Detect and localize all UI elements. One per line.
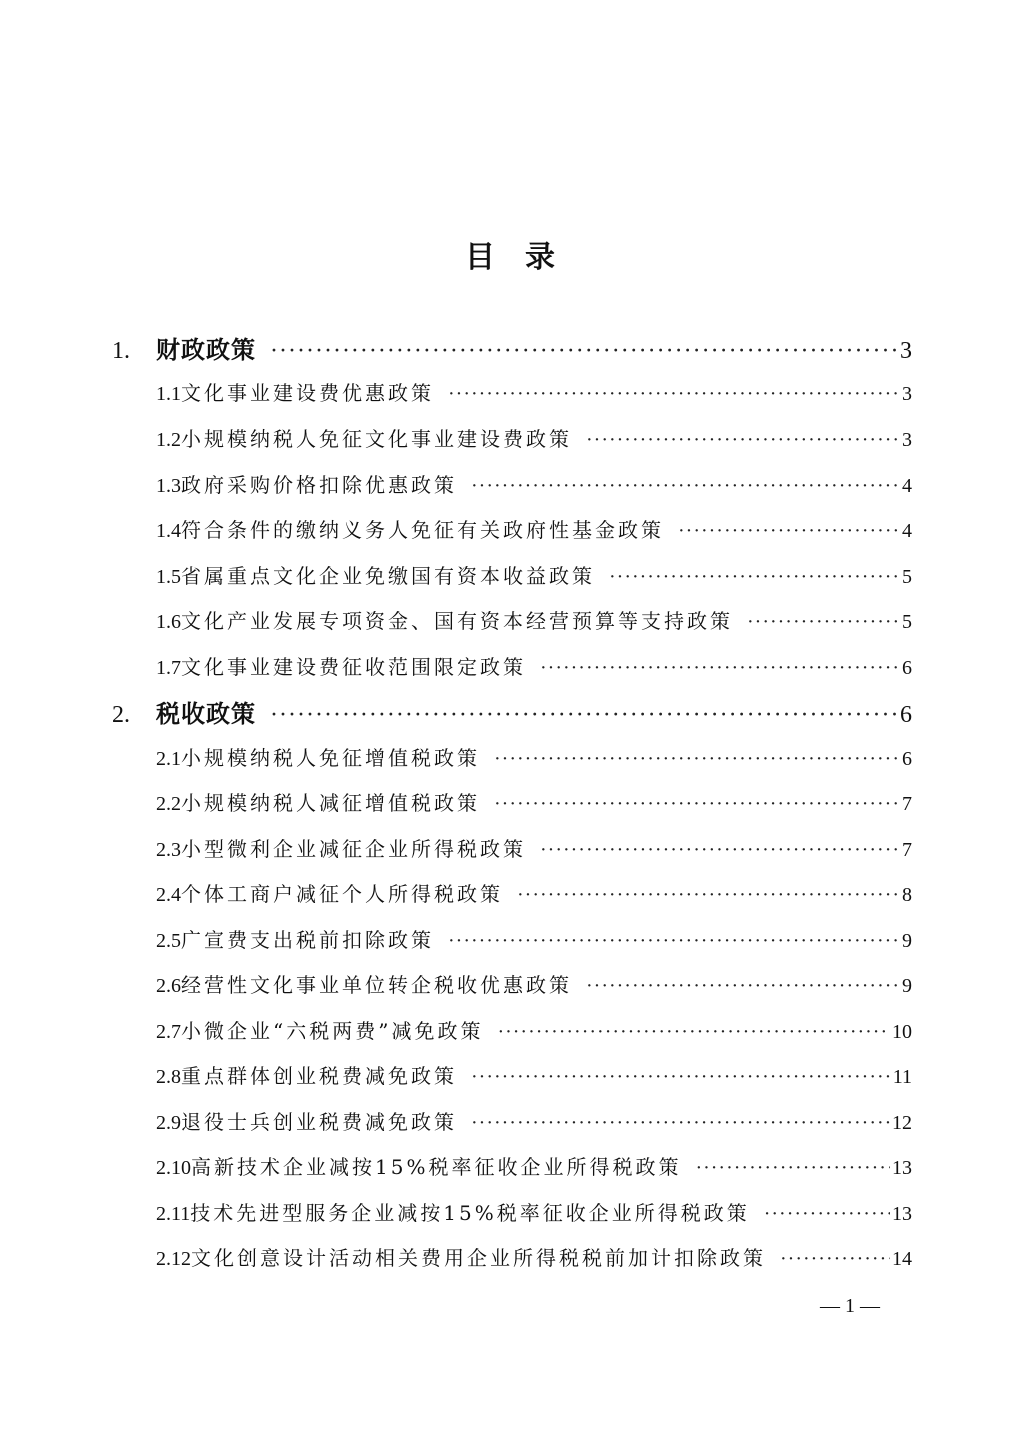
toc-item-number: 2.3 [156, 839, 181, 861]
toc-item-2-8[interactable] [156, 1060, 912, 1089]
toc-item-number: 2.12 [156, 1248, 191, 1270]
toc-item-2-3[interactable] [156, 833, 912, 862]
toc-item-label: 文化事业建设费优惠政策 [181, 381, 434, 405]
toc-dot-leader [270, 702, 898, 729]
toc-item-1-6[interactable] [156, 605, 912, 634]
toc-page-number: 4 [902, 475, 912, 497]
toc-page-number: 5 [902, 566, 912, 588]
toc-page-number: 9 [902, 930, 912, 952]
toc-dot-leader [540, 657, 900, 680]
toc-item-1-1[interactable] [156, 377, 912, 406]
toc-item-label: 退役士兵创业税费减免政策 [181, 1110, 457, 1134]
toc-item-2-2[interactable] [156, 787, 912, 816]
toc-item-label: 重点群体创业税费减免政策 [181, 1064, 457, 1088]
toc-page-number: 12 [892, 1112, 912, 1134]
toc-page-number: 13 [892, 1157, 912, 1179]
toc-section-label: 税收政策 [156, 700, 256, 728]
toc-page-number: 7 [902, 839, 912, 861]
toc-item-2-10[interactable] [156, 1151, 912, 1180]
toc-item-1-5[interactable] [156, 560, 912, 589]
toc-item-number: 2.9 [156, 1112, 181, 1134]
toc-item-label: 小型微利企业减征企业所得税政策 [181, 837, 526, 861]
toc-item-2-7[interactable] [156, 1015, 912, 1044]
toc-page-number: 6 [900, 702, 912, 728]
toc-page-number: 10 [892, 1021, 912, 1043]
toc-page-number: 3 [900, 338, 912, 364]
toc-item-number: 1.7 [156, 657, 181, 679]
toc-dot-leader [764, 1203, 890, 1226]
toc-dot-leader [747, 611, 900, 634]
toc-item-2-12[interactable] [156, 1242, 912, 1271]
toc-item-label: 政府采购价格扣除优惠政策 [181, 473, 457, 497]
toc-item-label: 小规模纳税人减征增值税政策 [181, 791, 480, 815]
toc-dot-leader [497, 1021, 890, 1044]
toc-item-1-2[interactable] [156, 423, 912, 452]
toc-dot-leader [609, 566, 900, 589]
toc-page-number: 14 [892, 1248, 912, 1270]
toc-item-2-6[interactable] [156, 969, 912, 998]
toc-item-number: 1.1 [156, 383, 181, 405]
toc-item-number: 2.1 [156, 748, 181, 770]
toc-item-2-5[interactable] [156, 924, 912, 953]
toc-dot-leader [494, 748, 900, 771]
toc-item-label: 文化事业建设费征收范围限定政策 [181, 655, 526, 679]
toc-item-number: 1.3 [156, 475, 181, 497]
toc-item-number: 1.6 [156, 611, 181, 633]
toc-item-label: 技术先进型服务企业减按15%税率征收企业所得税政策 [190, 1201, 750, 1225]
toc-item-label: 文化创意设计活动相关费用企业所得税税前加计扣除政策 [191, 1246, 766, 1270]
toc-dot-leader [471, 1112, 890, 1135]
toc-dot-leader [780, 1248, 890, 1271]
toc-page-number: 11 [892, 1066, 912, 1088]
toc-item-number: 2.5 [156, 930, 181, 952]
toc-item-number: 2.6 [156, 975, 181, 997]
toc-item-number: 2.11 [156, 1203, 191, 1225]
toc-page-number: 5 [902, 611, 912, 633]
toc-item-2-1[interactable] [156, 742, 912, 771]
toc-dot-leader [448, 930, 900, 953]
toc-page-number: 6 [902, 748, 912, 770]
toc-page-number: 4 [902, 520, 912, 542]
toc-dot-leader [586, 975, 900, 998]
toc-dot-leader [471, 475, 900, 498]
toc-item-1-4[interactable] [156, 514, 912, 543]
page-title: 目录 [465, 240, 585, 275]
toc-item-label: 小微企业“六税两费”减免政策 [181, 1019, 484, 1043]
toc-item-number: 1.4 [156, 520, 181, 542]
toc-item-label: 小规模纳税人免征文化事业建设费政策 [181, 427, 572, 451]
toc-item-1-7[interactable] [156, 651, 912, 680]
toc-page-number: 3 [902, 429, 912, 451]
toc-item-label: 符合条件的缴纳义务人免征有关政府性基金政策 [181, 518, 664, 542]
toc-item-number: 2.7 [156, 1021, 181, 1043]
toc-page-number: 7 [902, 793, 912, 815]
toc-item-label: 小规模纳税人免征增值税政策 [181, 746, 480, 770]
toc-dot-leader [678, 520, 900, 543]
toc-page-number: 3 [902, 383, 912, 405]
toc-section-1[interactable] [112, 330, 912, 365]
toc-page-number: 6 [902, 657, 912, 679]
toc-section-2[interactable] [112, 694, 912, 729]
toc-item-number: 2.4 [156, 884, 181, 906]
toc-dot-leader [471, 1066, 891, 1089]
toc-section-number: 2. [112, 702, 130, 728]
toc-dot-leader [517, 884, 900, 907]
toc-item-2-4[interactable] [156, 878, 912, 907]
footer-page-number: — 1 — [820, 1295, 880, 1317]
toc-item-label: 文化产业发展专项资金、国有资本经营预算等支持政策 [181, 609, 733, 633]
toc-item-label: 高新技术企业减按15%税率征收企业所得税政策 [191, 1155, 682, 1179]
toc-dot-leader [540, 839, 900, 862]
toc-item-number: 2.2 [156, 793, 181, 815]
toc-dot-leader [586, 429, 900, 452]
toc-section-number: 1. [112, 338, 130, 364]
toc-dot-leader [448, 383, 900, 406]
toc-item-number: 2.10 [156, 1157, 191, 1179]
toc-item-label: 个体工商户减征个人所得税政策 [181, 882, 503, 906]
toc-section-label: 财政政策 [156, 336, 256, 364]
toc-item-label: 广宣费支出税前扣除政策 [181, 928, 434, 952]
toc-dot-leader [695, 1157, 890, 1180]
toc-page-number: 13 [892, 1203, 912, 1225]
toc-item-number: 2.8 [156, 1066, 181, 1088]
toc-dot-leader [494, 793, 900, 816]
toc-page-number: 9 [902, 975, 912, 997]
toc-item-number: 1.2 [156, 429, 181, 451]
toc-item-1-3[interactable] [156, 469, 912, 498]
toc-dot-leader [270, 338, 898, 365]
toc-item-2-9[interactable] [156, 1106, 912, 1135]
toc-item-2-11[interactable] [156, 1197, 912, 1226]
toc-item-label: 经营性文化事业单位转企税收优惠政策 [181, 973, 572, 997]
toc-item-label: 省属重点文化企业免缴国有资本收益政策 [181, 564, 595, 588]
toc-item-number: 1.5 [156, 566, 181, 588]
toc-page-number: 8 [902, 884, 912, 906]
